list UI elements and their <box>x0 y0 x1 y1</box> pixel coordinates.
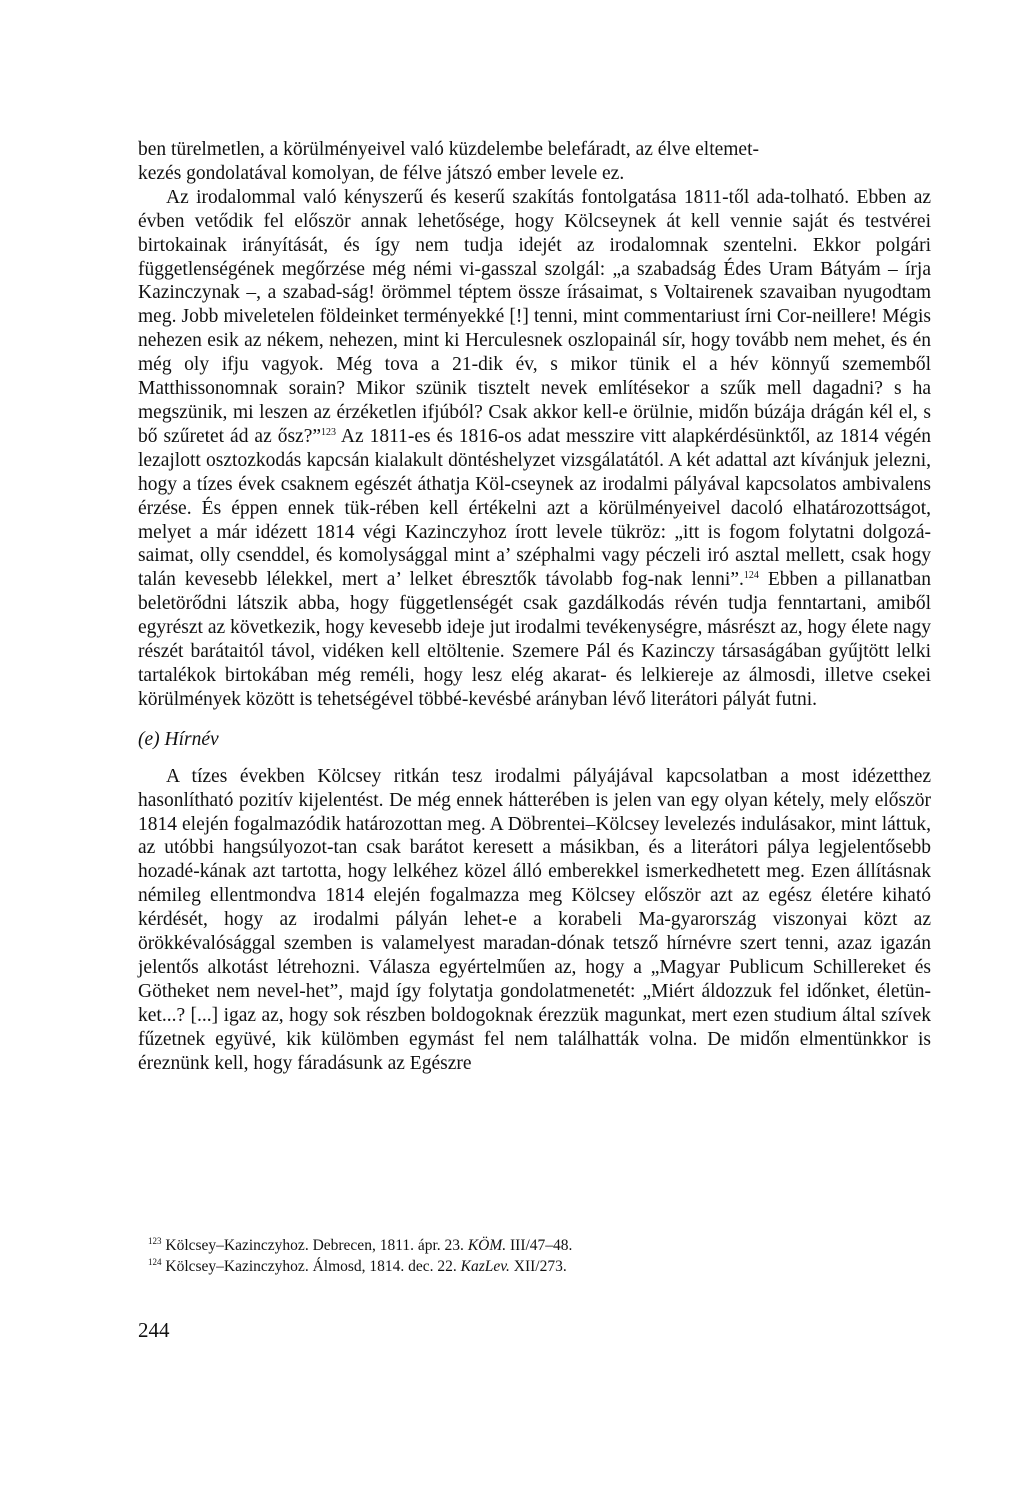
footnote-reference[interactable]: 123 <box>321 426 337 438</box>
paragraph-continued <box>138 138 931 186</box>
page-body <box>138 138 931 1076</box>
footnote <box>138 1256 931 1277</box>
paragraph-literary-break <box>138 186 931 712</box>
footnote-text: III/47–48. <box>506 1237 573 1254</box>
paragraph-text: A tízes években Kölcsey ritkán tesz irodalmi pályájával kapcsolatban a most idézetthez hasonlítható pozitív kijelentést. De még ennek hátterében is jelen van egy olyan kétely, mely először 1814 elején fogalmazódik határozottan meg. A Döbrentei–Kölcsey levelezés indulásakor, mint láttuk, az utóbbi hangsúlyozot-tan csak barátot keresett a másikban, és a literátori pálya legjelentősebb hozadé-kának azt tartotta, hogy lelkéhez közel álló emberekkel ismerkedhetett meg. Ezen állításnak némileg ellentmondva 1814 elején fogalmazza meg Kölcsey először azt az egész életére kiható kérdését, hogy az irodalmi pályán lehet-e a korabeli Ma-gyarország viszonyai közt az örökkévalósággal szemben is valamelyest maradan-dónak tetsző hírnévre szert tenni, azaz igazán jelentős alkotást létrehozni. Válasza egyértelműen az, hogy a „Magyar Publicum Schillereket és Götheket nem nevel-het”, majd így folytatja gondolatmenetét: „Miért áldozzuk fel időnket, életün-ket...? [...] igaz az, hogy sok részben boldogoknak érezzük magunkat, mert ezen studium által szívek fűzetnek együvé, kik külömben egymást fel nem találhatták volna. De midőn elmentünkkor is éreznünk kell, hogy fáradásunk az Egészre <box>138 765 931 1074</box>
paragraph-text: Az 1811-es és 1816-os adat messzire vitt alapkérdésünktől, az 1814 végén lezajlott osztozkodás kapcsán kialakult döntéshelyzet vizsgálatától. A két adattal azt kívánjuk jelezni, hogy a tízes évek csaknem egészét áthatja Köl-cseynek az irodalmi pályával kapcsolatos ambivalens érzése. És éppen ennek tük-rében kell értékelni azt a körülményeivel dacoló elhatározottságot, melyet a már idézett 1814 végi Kazinczyhoz írott levele tükröz: „itt is fogom folytatni dolgozá-saimat, olly csenddel, és komolysággal mint a’ széphalmi vagy péczeli iró asztal mellett, csak hogy talán kevesebb lélekkel, mert a’ lelket ébresztők távolabb fog-nak lenni”. <box>138 425 932 591</box>
paragraph-text: Az irodalommal való kényszerű és keserű szakítás fontolgatása 1811-től ada-tolható. Ebben az évben vetődik fel először annak lehetősége, hogy Kölcseynek át kell vennie saját és testvérei birtokainak irányítását, és így nem tudja idejét az irodalomnak szentelni. Ekkor polgári függetlenségének megőrzése még némi vi-gasszal szolgál: „a szabadság Édes Uram Bátyám – írja Kazinczynak –, a szabad-ság! örömmel téptem össze írásaimat, s Voltairenek szavaiban nyugodtam meg. Jobb miveletelen földeinket terményekké [!] tenni, mint commentariust írni Cor-neillere! Mégis nehezen esik az nékem, nehezen, mint ki Herculesnek oszlopainál sír, hogy tovább nem mehet, és én még oly ifju vagyok. Még tova a 21-dik év, s mikor tünik el a hév könnyű szememből Matthissonomnak sorain? Mikor szünik tisztelt nevek említésekor a szűk mell dagadni? s ha megszünik, mi leszen az érzéketlen ifjúból? Csak akkor kell-e örülnie, midőn búzája drágán kél el, s bő szűretet ád az ősz?” <box>138 186 931 447</box>
footnote-text: Kölcsey–Kazinczyhoz. Álmosd, 1814. dec. 22. <box>165 1258 461 1275</box>
paragraph-text: Ebben a pillanatban beletörődni látszik abba, hogy függetlenségét csak gazdálkodás révén tudja fenntartani, amiből egyrészt az következik, hogy kevesebb ideje jut irodalmi tevékenységre, másrészt az, hogy élete nagy részét barátaitól távol, vidéken kell eltöltenie. Szemere Pál és Kazinczy társaságában gyűjtött lelki tartalékok birtokában még reméli, hogy lesz elég akarat- és lelkiereje az álmosdi, illetve csekei körülmények között is tehetségével többé-kevésbé arányban lévő literátori pályát futni. <box>138 569 931 710</box>
page-number: 244 <box>138 1318 170 1342</box>
footnote-text: Kölcsey–Kazinczyhoz. Debrecen, 1811. ápr. 23. <box>165 1237 468 1254</box>
footnote-number: 124 <box>148 1257 162 1267</box>
footnote-text: XII/273. <box>509 1258 567 1275</box>
footnote-number: 123 <box>148 1236 162 1246</box>
section-heading: (e) Hírnév <box>138 728 219 750</box>
footnotes <box>138 1235 931 1277</box>
footnote-source: KÖM. <box>467 1237 507 1254</box>
paragraph-line: kezés gondolatával komolyan, de félve játszó ember levele ez. <box>138 162 625 184</box>
footnote-reference[interactable]: 124 <box>743 570 759 582</box>
footnote-source: KazLev. <box>460 1258 510 1275</box>
paragraph-line: ben türelmetlen, a körülményeivel való küzdelembe belefáradt, az élve eltemet- <box>138 139 760 160</box>
paragraph-fame <box>138 765 931 1076</box>
footnote <box>138 1235 931 1256</box>
